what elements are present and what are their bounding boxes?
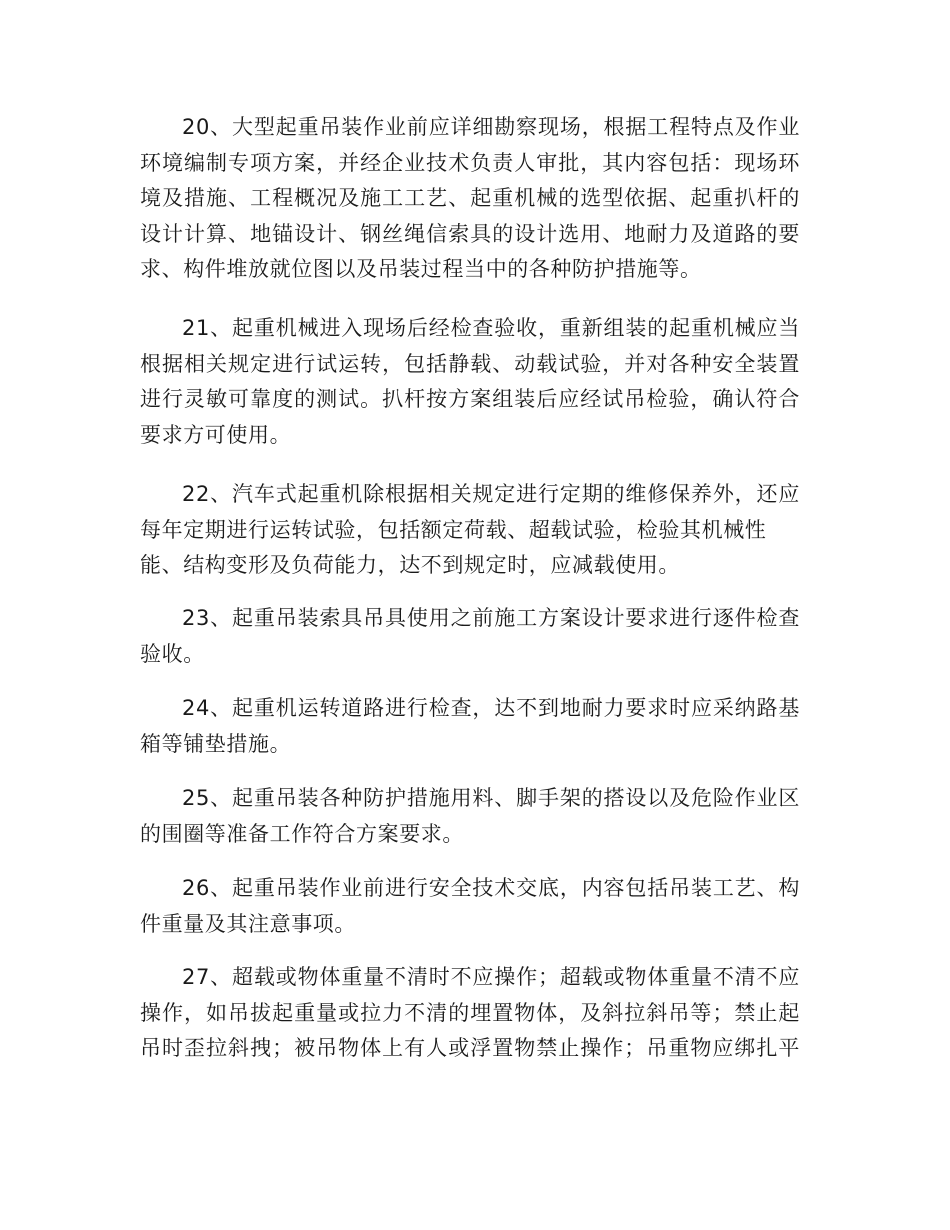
- paragraph-line: 设计计算、地锚设计、钢丝绳信索具的设计选用、地耐力及道路的要: [140, 221, 800, 246]
- paragraph-line: 24、起重机运转道路进行检查，达不到地耐力要求时应采纳路基: [182, 696, 800, 720]
- paragraph-23: [140, 608, 800, 665]
- paragraph-27: [140, 967, 800, 1059]
- paragraph-line: 23、起重吊装索具吊具使用之前施工方案设计要求进行逐件检查: [182, 606, 800, 630]
- paragraph-line: 25、起重吊装各种防护措施用料、脚手架的搭设以及危险作业区: [182, 786, 800, 810]
- paragraph-line: 根据相关规定进行试运转，包括静载、动载试验，并对各种安全装置: [140, 351, 800, 376]
- paragraph-line: 22、汽车式起重机除根据相关规定进行定期的维修保养外，还应: [182, 482, 800, 506]
- paragraph-25: [140, 788, 800, 845]
- paragraph-20: [140, 117, 800, 280]
- paragraph-line: 27、超载或物体重量不清时不应操作；超载或物体重量不清不应: [182, 965, 800, 989]
- paragraph-line: 要求方可使用。: [140, 422, 292, 447]
- paragraph-line: 进行灵敏可靠度的测试。扒杆按方案组装后应经试吊检验，确认符合: [140, 387, 800, 411]
- paragraph-line: 能、结构变形及负荷能力，达不到规定时，应减载使用。: [140, 553, 680, 577]
- paragraph-line: 21、起重机械进入现场后经检查验收，重新组装的起重机械应当: [182, 316, 800, 340]
- paragraph-24: [140, 698, 800, 755]
- paragraph-line: 吊时歪拉斜拽；被吊物体上有人或浮置物禁止操作；吊重物应绑扎平: [140, 1036, 800, 1060]
- paragraph-line: 的围圈等准备工作符合方案要求。: [140, 821, 464, 846]
- paragraph-line: 境及措施、工程概况及施工工艺、起重机械的选型依据、起重扒杆的: [140, 186, 800, 210]
- paragraph-line: 件重量及其注意事项。: [140, 911, 356, 936]
- paragraph-line: 环境编制专项方案，并经企业技术负责人审批，其内容包括：现场环: [140, 150, 800, 175]
- paragraph-22: [140, 484, 800, 576]
- paragraph-line: 箱等铺垫措施。: [140, 731, 292, 756]
- paragraph-line: 20、大型起重吊装作业前应详细勘察现场，根据工程特点及作业: [182, 115, 800, 139]
- paragraph-line: 验收。: [140, 641, 205, 666]
- paragraph-26: [140, 878, 800, 935]
- paragraph-line: 26、起重吊装作业前进行安全技术交底，内容包括吊装工艺、构: [182, 876, 800, 900]
- paragraph-line: 求、构件堆放就位图以及吊装过程当中的各种防护措施等。: [140, 257, 702, 281]
- paragraph-21: [140, 318, 800, 446]
- paragraph-line: 每年定期进行运转试验，包括额定荷载、超载试验，检验其机械性: [140, 517, 767, 542]
- paragraph-line: 操作，如吊拔起重量或拉力不清的埋置物体，及斜拉斜吊等；禁止起: [140, 1000, 800, 1025]
